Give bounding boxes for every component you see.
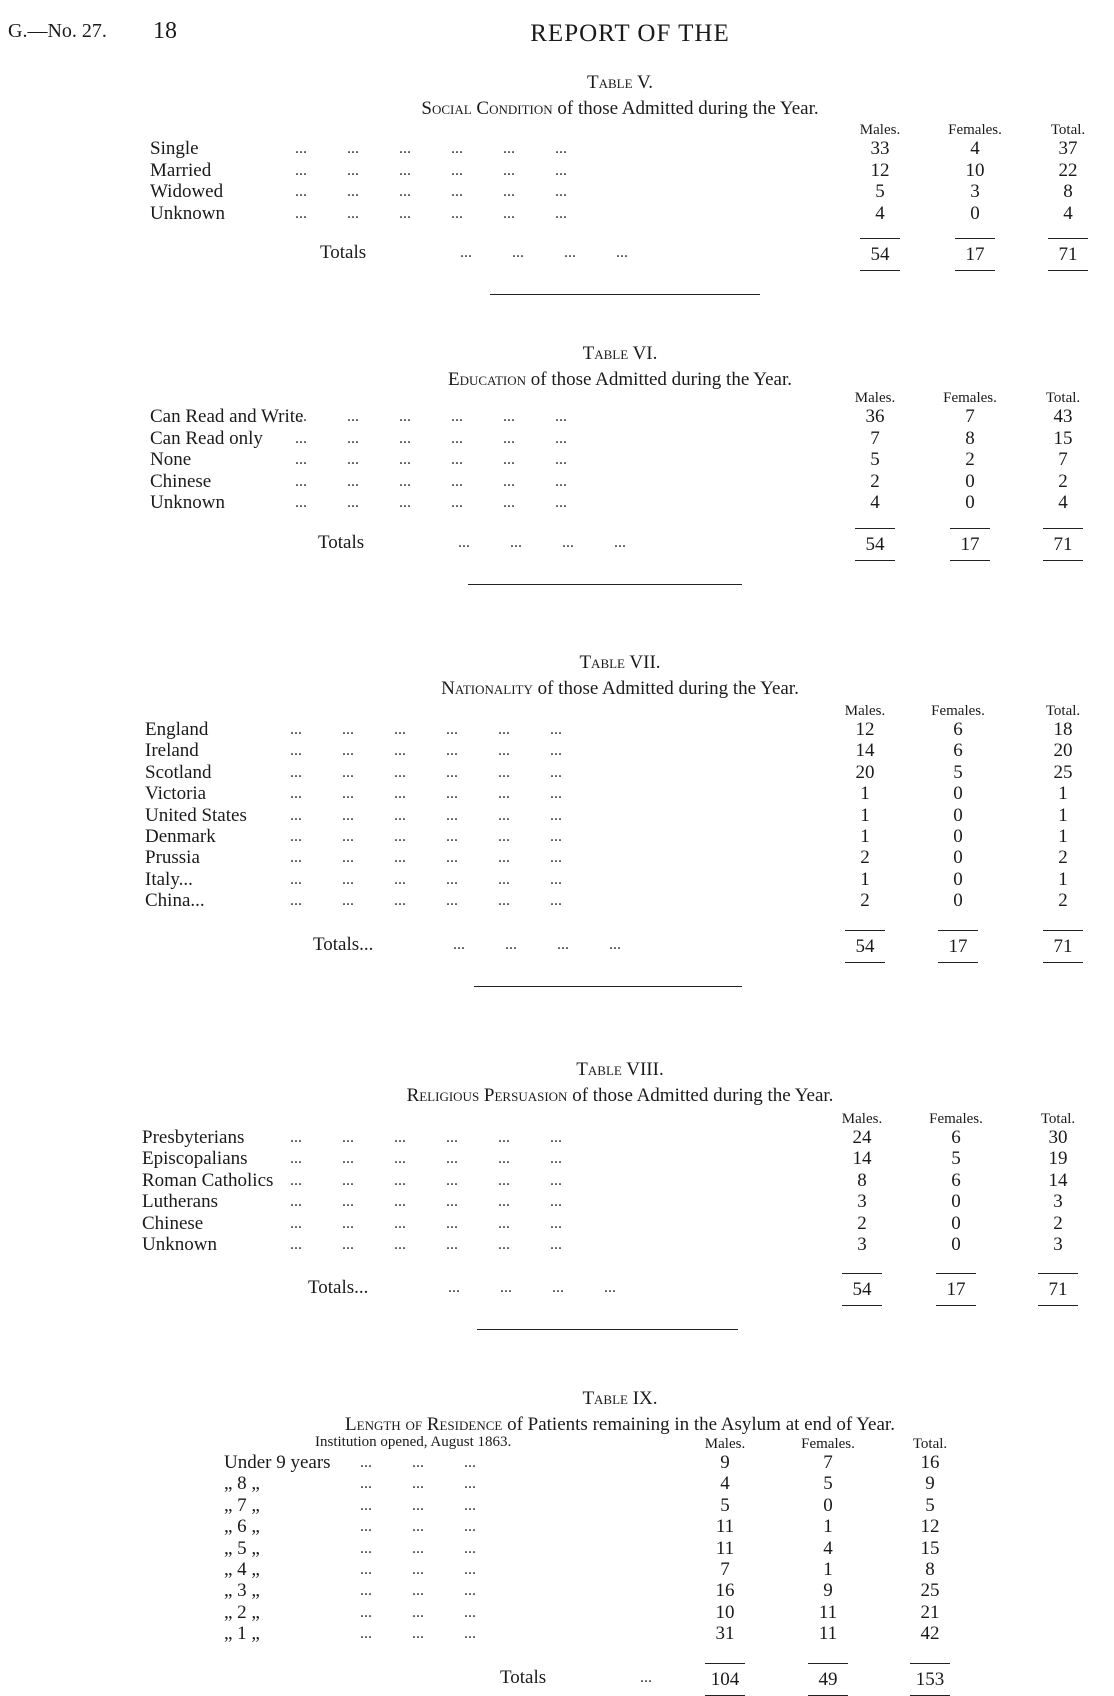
total-females: 17 [965,244,985,265]
total-total: 71 [1053,533,1073,555]
totals-rule-top [705,1663,745,1664]
row-label: Unknown [142,1234,217,1255]
page-title: REPORT OF THE [530,20,730,47]
cell-males: 2 [857,1212,867,1234]
cell-total: 22 [1058,159,1078,181]
row-label: None [150,449,192,470]
row-label: Widowed [150,181,224,202]
table-number-text: Table VI. [582,343,658,364]
leader-dots: ... ... ... ... ... ... [295,161,567,179]
cell-females: 0 [965,470,975,492]
total-total: 71 [1058,244,1078,265]
row-label: Italy... [145,868,193,890]
cell-total: 3 [1053,1234,1063,1255]
leader-dots: ... ... ... ... ... ... [290,828,562,845]
cell-total: 4 [1063,202,1073,224]
row-label: „ 1 „ [224,1623,260,1645]
leader-dots: ... ... ... ... ... ... [295,204,567,222]
cell-males: 14 [852,1148,872,1170]
leader-dots: ... ... ... [360,1496,476,1514]
cell-males: 8 [857,1169,867,1191]
total-males: 54 [852,1279,872,1301]
leader-dots: ... ... ... [360,1603,476,1621]
cell-females: 6 [953,719,963,740]
leader-dots: ... ... ... ... ... ... [295,183,567,200]
totals-rule-bottom [855,560,895,561]
cell-total: 4 [1058,492,1068,513]
row-label: Episcopalians [142,1148,248,1170]
row-label: Married [150,159,212,181]
cell-males: 5 [720,1494,730,1516]
column-header-males: Males. [859,122,901,138]
cell-females: 7 [965,406,975,427]
table-caption-rest: of those Admitted during the Year. [552,98,819,119]
leader-dots: ... ... ... ... ... ... [295,472,567,490]
row-label: China... [145,890,205,912]
cell-total: 21 [920,1601,940,1623]
totals-rule-top [1043,930,1083,931]
table-number-text: Table IX. [582,1388,658,1409]
totals-rule-bottom [910,1695,950,1696]
cell-total: 25 [920,1580,940,1602]
totals-rule-top [845,930,885,931]
column-header-males: Males. [844,703,886,719]
cell-total: 14 [1048,1169,1068,1191]
cell-females: 5 [823,1473,833,1495]
totals-rule-top [955,238,995,239]
totals-rule-top [860,238,900,239]
cell-males: 1 [860,868,870,890]
cell-total: 25 [1053,761,1073,783]
table-separator [477,1329,738,1330]
cell-total: 30 [1048,1127,1068,1148]
cell-total: 42 [920,1623,940,1645]
leader-dots: ... ... ... [360,1561,476,1578]
row-label: Denmark [145,826,216,847]
column-header-total: Total. [1040,1111,1076,1127]
table-caption [220,369,1020,391]
leader-dots: ... ... ... ... ... ... [290,806,562,824]
totals-rule-top [910,1663,950,1664]
totals-rule-bottom [842,1305,882,1306]
column-header-males: Males. [704,1436,746,1452]
cell-females: 3 [970,181,980,202]
cell-females: 11 [818,1601,838,1623]
cell-females: 4 [823,1537,833,1559]
cell-males: 11 [715,1537,735,1559]
cell-total: 8 [925,1559,935,1580]
totals-rule-top [1043,528,1083,529]
leader-dots: ... ... ... ... ... ... [290,870,562,888]
row-label: Can Read and Write [150,406,304,427]
table-number-text: Table VII. [579,652,661,673]
document-reference: G.—No. 27. [8,20,107,42]
column-header-males: Males. [854,390,896,406]
totals-rule-bottom [938,962,978,963]
column-header-females: Females. [801,1436,855,1452]
cell-males: 2 [860,890,870,912]
row-label: Chinese [150,470,212,492]
total-males: 54 [855,935,875,957]
cell-males: 4 [875,202,885,224]
cell-females: 9 [823,1580,833,1602]
column-header-males: Males. [841,1111,883,1127]
row-label: Scotland [145,761,212,783]
cell-females: 0 [951,1234,961,1255]
cell-females: 6 [951,1127,961,1148]
leader-dots: ... ... ... [360,1539,476,1557]
row-label: Presbyterians [142,1127,245,1148]
cell-females: 0 [951,1191,961,1213]
cell-females: 8 [965,427,975,449]
cell-females: 0 [965,492,975,513]
totals-rule-bottom [950,560,990,561]
institution-note: Institution opened, August 1863. [315,1434,512,1450]
cell-males: 14 [855,740,875,762]
totals-label: Totals... [313,933,374,955]
row-label: Single [150,138,199,159]
leader-dots: ... ... ... ... ... ... [290,1214,562,1232]
row-label: „ 5 „ [224,1537,260,1559]
total-females: 17 [960,533,980,555]
cell-males: 5 [870,449,880,470]
cell-males: 5 [875,181,885,202]
cell-females: 11 [818,1623,838,1645]
cell-males: 3 [857,1234,867,1255]
table-subject: Social Condition [421,98,553,119]
row-label: „ 2 „ [224,1601,260,1623]
table-subject: Religious Persuasion [406,1085,568,1106]
cell-females: 6 [953,740,963,762]
cell-females: 0 [953,868,963,890]
cell-males: 1 [860,804,870,826]
cell-males: 7 [720,1559,730,1580]
cell-females: 2 [965,449,975,470]
table-subject: Nationality [441,678,533,699]
cell-total: 2 [1058,470,1068,492]
cell-females: 6 [951,1169,961,1191]
totals-rule-bottom [1043,560,1083,561]
leader-dots: ... ... ... ... [448,1279,616,1297]
leader-dots: ... ... ... [360,1475,476,1493]
totals-rule-bottom [860,270,900,271]
table-number [320,343,920,365]
leader-dots: ... ... ... [360,1582,476,1600]
cell-total: 2 [1058,890,1068,912]
table-number [320,1388,920,1410]
row-label: Roman Catholics [142,1169,274,1191]
total-females: 49 [818,1668,838,1690]
leader-dots: ... ... ... ... ... ... [295,408,567,425]
cell-females: 5 [953,761,963,783]
cell-females: 4 [970,138,980,159]
row-label: Unknown [150,492,225,513]
leader-dots: ... ... ... ... ... ... [295,140,567,157]
cell-males: 31 [715,1623,735,1645]
table-separator [490,294,760,295]
row-label: Unknown [150,202,225,224]
total-males: 54 [870,244,890,265]
total-total: 153 [915,1668,945,1690]
leader-dots: ... ... ... ... [458,533,626,551]
leader-dots: ... ... ... [360,1454,476,1471]
cell-males: 1 [860,826,870,847]
cell-males: 12 [870,159,890,181]
row-label: Chinese [142,1212,204,1234]
table-caption-rest: of those Admitted during the Year. [526,369,793,390]
column-header-females: Females. [948,122,1002,138]
cell-females: 1 [823,1516,833,1538]
table-caption-rest: of those Admitted during the Year. [532,678,799,699]
leader-dots: ... ... ... ... ... ... [290,1193,562,1211]
cell-total: 43 [1053,406,1073,427]
table-separator [468,584,742,585]
cell-males: 2 [870,470,880,492]
total-total: 71 [1048,1279,1068,1301]
total-females: 17 [946,1279,966,1301]
row-label: Ireland [145,740,199,762]
table-number-text: Table VIII. [576,1059,664,1080]
cell-total: 16 [920,1452,940,1473]
cell-females: 0 [953,783,963,805]
cell-males: 24 [852,1127,872,1148]
cell-females: 0 [953,847,963,869]
cell-males: 3 [857,1191,867,1213]
row-label: United States [145,804,247,826]
row-label: „ 6 „ [224,1516,260,1538]
column-header-total: Total. [1045,390,1081,406]
cell-total: 1 [1058,804,1068,826]
totals-rule-top [938,930,978,931]
total-males: 104 [710,1668,740,1690]
column-header-females: Females. [943,390,997,406]
cell-females: 0 [953,890,963,912]
cell-males: 2 [860,847,870,869]
table-number [320,1059,920,1081]
table-number [320,72,920,94]
row-label: „ 7 „ [224,1494,260,1516]
totals-label: Totals... [308,1277,369,1299]
table-separator [474,986,742,987]
totals-label: Totals [320,242,367,263]
leader-dots: ... [640,1668,652,1686]
page-number: 18 [153,18,177,44]
cell-males: 20 [855,761,875,783]
total-males: 54 [865,533,885,555]
cell-females: 7 [823,1452,833,1473]
row-label: „ 3 „ [224,1580,260,1602]
cell-males: 4 [720,1473,730,1495]
totals-rule-top [855,528,895,529]
totals-rule-top [1038,1273,1078,1274]
cell-total: 15 [920,1537,940,1559]
cell-total: 1 [1058,826,1068,847]
column-header-total: Total. [912,1436,948,1452]
row-label: Under 9 years [224,1452,331,1473]
cell-total: 7 [1058,449,1068,470]
column-header-females: Females. [929,1111,983,1127]
table-subject: Education [447,369,527,390]
cell-total: 15 [1053,427,1073,449]
cell-total: 2 [1053,1212,1063,1234]
leader-dots: ... ... ... [360,1518,476,1536]
row-label: Can Read only [150,427,263,449]
cell-males: 33 [870,138,890,159]
row-label: England [145,719,209,740]
cell-total: 18 [1053,719,1073,740]
cell-males: 1 [860,783,870,805]
leader-dots: ... ... ... ... [453,935,621,953]
totals-rule-bottom [705,1695,745,1696]
totals-rule-bottom [1038,1305,1078,1306]
cell-males: 16 [715,1580,735,1602]
table-caption [220,1414,1020,1436]
leader-dots: ... ... ... [360,1625,476,1643]
cell-total: 3 [1053,1191,1063,1213]
totals-rule-bottom [845,962,885,963]
cell-total: 8 [1063,181,1073,202]
table-caption-rest: of Patients remaining in the Asylum at end of Year. [502,1414,895,1435]
table-subject: Length of Residence [345,1414,503,1435]
leader-dots: ... ... ... ... ... ... [290,763,562,781]
cell-females: 1 [823,1559,833,1580]
cell-males: 4 [870,492,880,513]
cell-females: 5 [951,1148,961,1170]
row-label: Victoria [145,783,207,805]
cell-males: 7 [870,427,880,449]
leader-dots: ... ... ... ... ... ... [295,494,567,511]
cell-females: 0 [953,804,963,826]
table-caption [220,98,1020,120]
leader-dots: ... ... ... ... ... ... [290,1171,562,1189]
total-total: 71 [1053,935,1073,957]
column-header-females: Females. [931,703,985,719]
cell-total: 1 [1058,783,1068,805]
table-caption-rest: of those Admitted during the Year. [567,1085,834,1106]
cell-females: 10 [965,159,985,181]
cell-total: 9 [925,1473,935,1495]
total-females: 17 [948,935,968,957]
leader-dots: ... ... ... ... ... ... [290,892,562,910]
totals-rule-bottom [1043,962,1083,963]
cell-total: 2 [1058,847,1068,869]
leader-dots: ... ... ... ... ... ... [290,1236,562,1253]
totals-label: Totals [500,1666,547,1688]
cell-females: 0 [953,826,963,847]
leader-dots: ... ... ... ... ... ... [290,742,562,760]
totals-rule-top [842,1273,882,1274]
totals-rule-bottom [1048,270,1088,271]
totals-rule-bottom [955,270,995,271]
leader-dots: ... ... ... ... ... ... [295,429,567,447]
row-label: Prussia [145,847,200,869]
cell-total: 1 [1058,868,1068,890]
column-header-total: Total. [1050,122,1086,138]
totals-rule-top [808,1663,848,1664]
totals-rule-top [1048,238,1088,239]
row-label: „ 8 „ [224,1473,260,1495]
leader-dots: ... ... ... ... ... ... [290,721,562,738]
leader-dots: ... ... ... ... ... ... [290,1150,562,1168]
cell-males: 10 [715,1601,735,1623]
totals-rule-bottom [808,1695,848,1696]
cell-males: 9 [720,1452,730,1473]
table-caption [220,678,1020,700]
cell-females: 0 [970,202,980,224]
cell-females: 0 [823,1494,833,1516]
column-header-total: Total. [1045,703,1081,719]
cell-total: 19 [1048,1148,1068,1170]
cell-females: 0 [951,1212,961,1234]
table-caption [220,1085,1020,1107]
leader-dots: ... ... ... ... ... ... [295,451,567,468]
totals-label: Totals [318,531,365,553]
row-label: „ 4 „ [224,1559,260,1580]
cell-total: 37 [1058,138,1078,159]
leader-dots: ... ... ... ... [460,244,628,261]
row-label: Lutherans [142,1191,218,1213]
leader-dots: ... ... ... ... ... ... [290,785,562,803]
leader-dots: ... ... ... ... ... ... [290,849,562,867]
cell-males: 36 [865,406,885,427]
cell-males: 12 [855,719,875,740]
cell-total: 5 [925,1494,935,1516]
cell-total: 12 [920,1516,940,1538]
cell-males: 11 [715,1516,735,1538]
totals-rule-top [936,1273,976,1274]
cell-total: 20 [1053,740,1073,762]
totals-rule-bottom [936,1305,976,1306]
table-number [320,652,920,674]
totals-rule-top [950,528,990,529]
table-number-text: Table V. [587,72,653,93]
leader-dots: ... ... ... ... ... ... [290,1129,562,1146]
